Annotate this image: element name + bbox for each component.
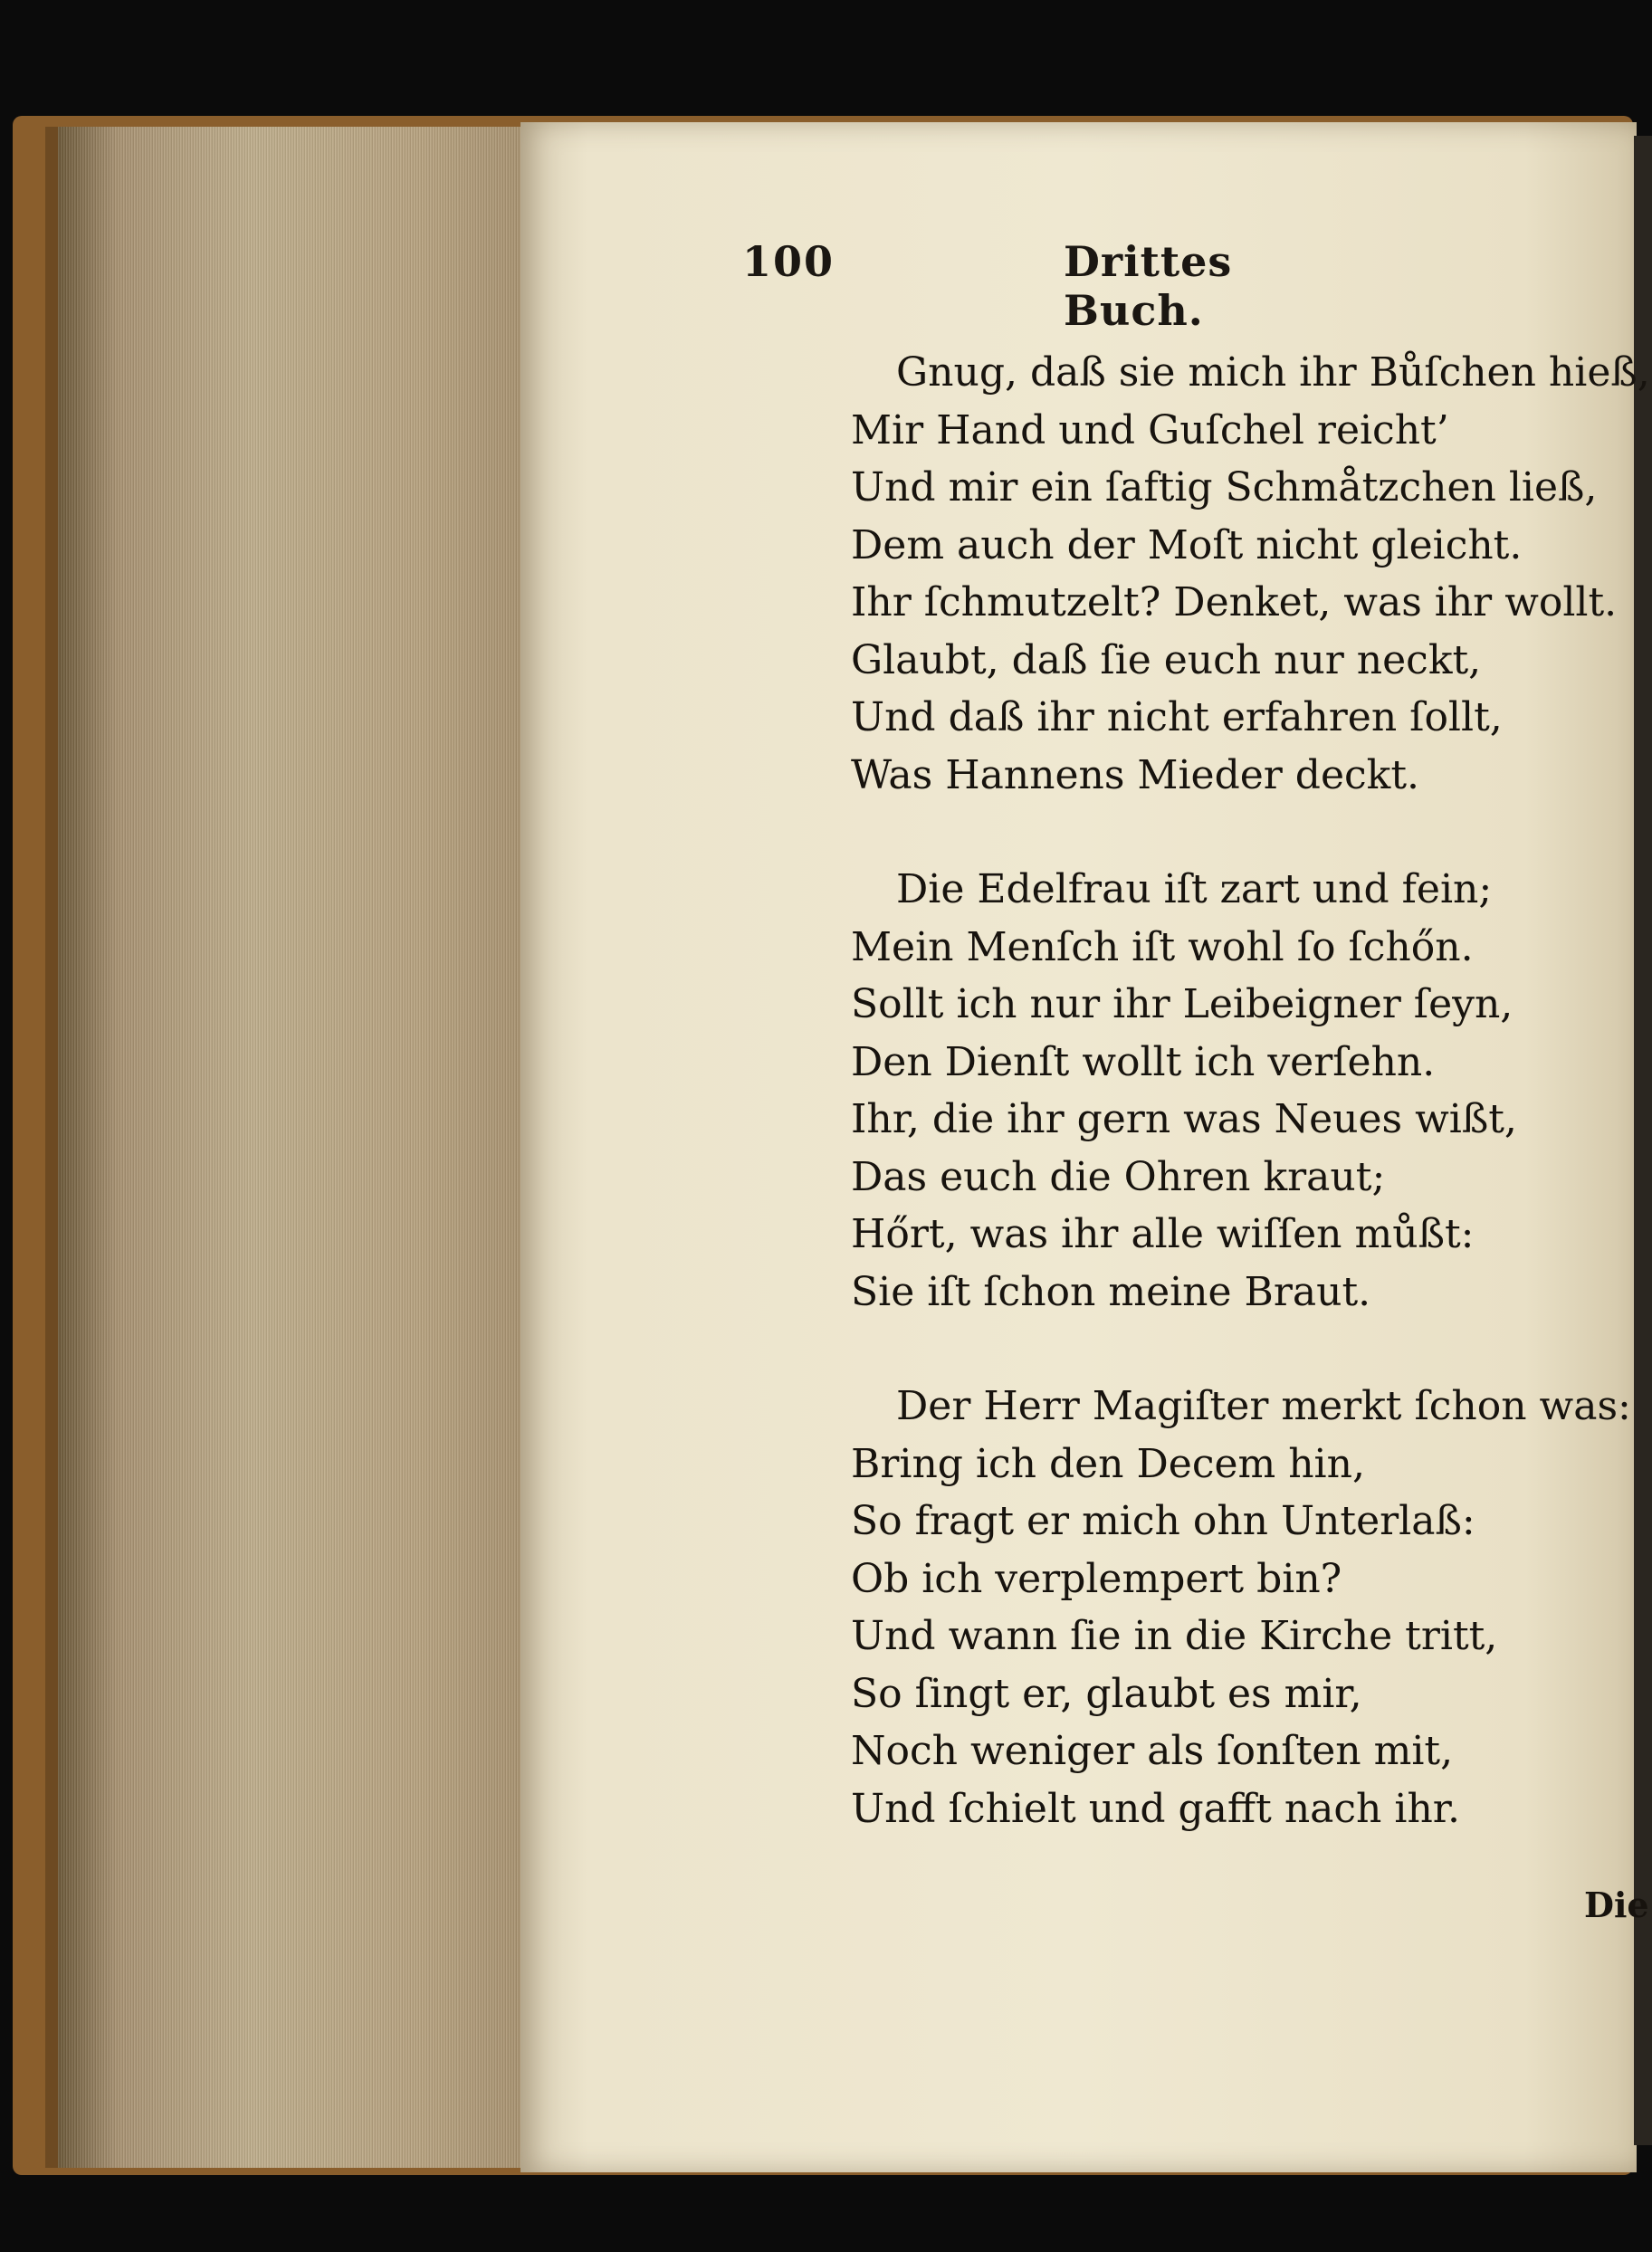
verse-line: Hőrt, was ihr alle wiſſen můßt:	[851, 1211, 1475, 1257]
verse-line: Ob ich verplempert bin?	[851, 1555, 1342, 1602]
verse-line: Glaubt, daß ſie euch nur neckt,	[851, 636, 1482, 683]
verse-line: Sie iſt ſchon meine Braut.	[851, 1268, 1371, 1315]
page-number: 100	[742, 237, 836, 286]
running-head: Drittes Buch.	[1064, 237, 1233, 335]
verse-line: Und daß ihr nicht erfahren ſollt,	[851, 694, 1503, 740]
verse-line: Und mir ein ſaftig Schmåtzchen ließ,	[851, 464, 1598, 511]
stanza	[851, 344, 1650, 804]
verse-line: Der Herr Magiſter merkt ſchon was:	[896, 1383, 1631, 1429]
verse-line: Mir Hand und Guſchel reicht’	[851, 406, 1449, 453]
stanza	[851, 861, 1629, 1321]
stanza	[851, 1378, 1629, 1837]
verse-line: Und wann ſie in die Kirche tritt,	[851, 1613, 1498, 1659]
verse-line: Die Edelfrau iſt zart und fein;	[896, 866, 1493, 912]
verse-line: Den Dienſt wollt ich verſehn.	[851, 1038, 1436, 1085]
page-header	[742, 237, 1376, 335]
verse-line: Ihr ſchmutzelt? Denket, was ihr wollt.	[851, 579, 1618, 625]
verse-line: Gnug, daß sie mich ihr Bůſchen hieß,	[896, 349, 1650, 396]
poem	[851, 344, 1650, 1894]
page-edges	[45, 127, 547, 2168]
verse-line: Ihr, die ihr gern was Neues wißt,	[851, 1096, 1517, 1142]
facing-page-edge	[1634, 136, 1652, 2145]
verse-line: Dem auch der Moſt nicht gleicht.	[851, 521, 1523, 568]
verse-line: Was Hannens Mieder deckt.	[851, 751, 1419, 798]
verse-line: Mein Menſch iſt wohl ſo ſchőn.	[851, 923, 1474, 970]
verse-line: Noch weniger als ſonſten mit,	[851, 1728, 1454, 1774]
verse-line: So fragt er mich ohn Unterlaß:	[851, 1498, 1475, 1544]
verse-line: Das euch die Ohren kraut;	[851, 1153, 1386, 1200]
verse-line: Und ſchielt und gafft nach ihr.	[851, 1785, 1460, 1832]
verse-line: Sollt ich nur ihr Leibeigner ſeyn,	[851, 981, 1514, 1027]
catchword: Die	[1584, 1885, 1649, 1925]
verse-line: So ſingt er, glaubt es mir,	[851, 1670, 1362, 1717]
verse-line: Bring ich den Decem hin,	[851, 1440, 1365, 1487]
